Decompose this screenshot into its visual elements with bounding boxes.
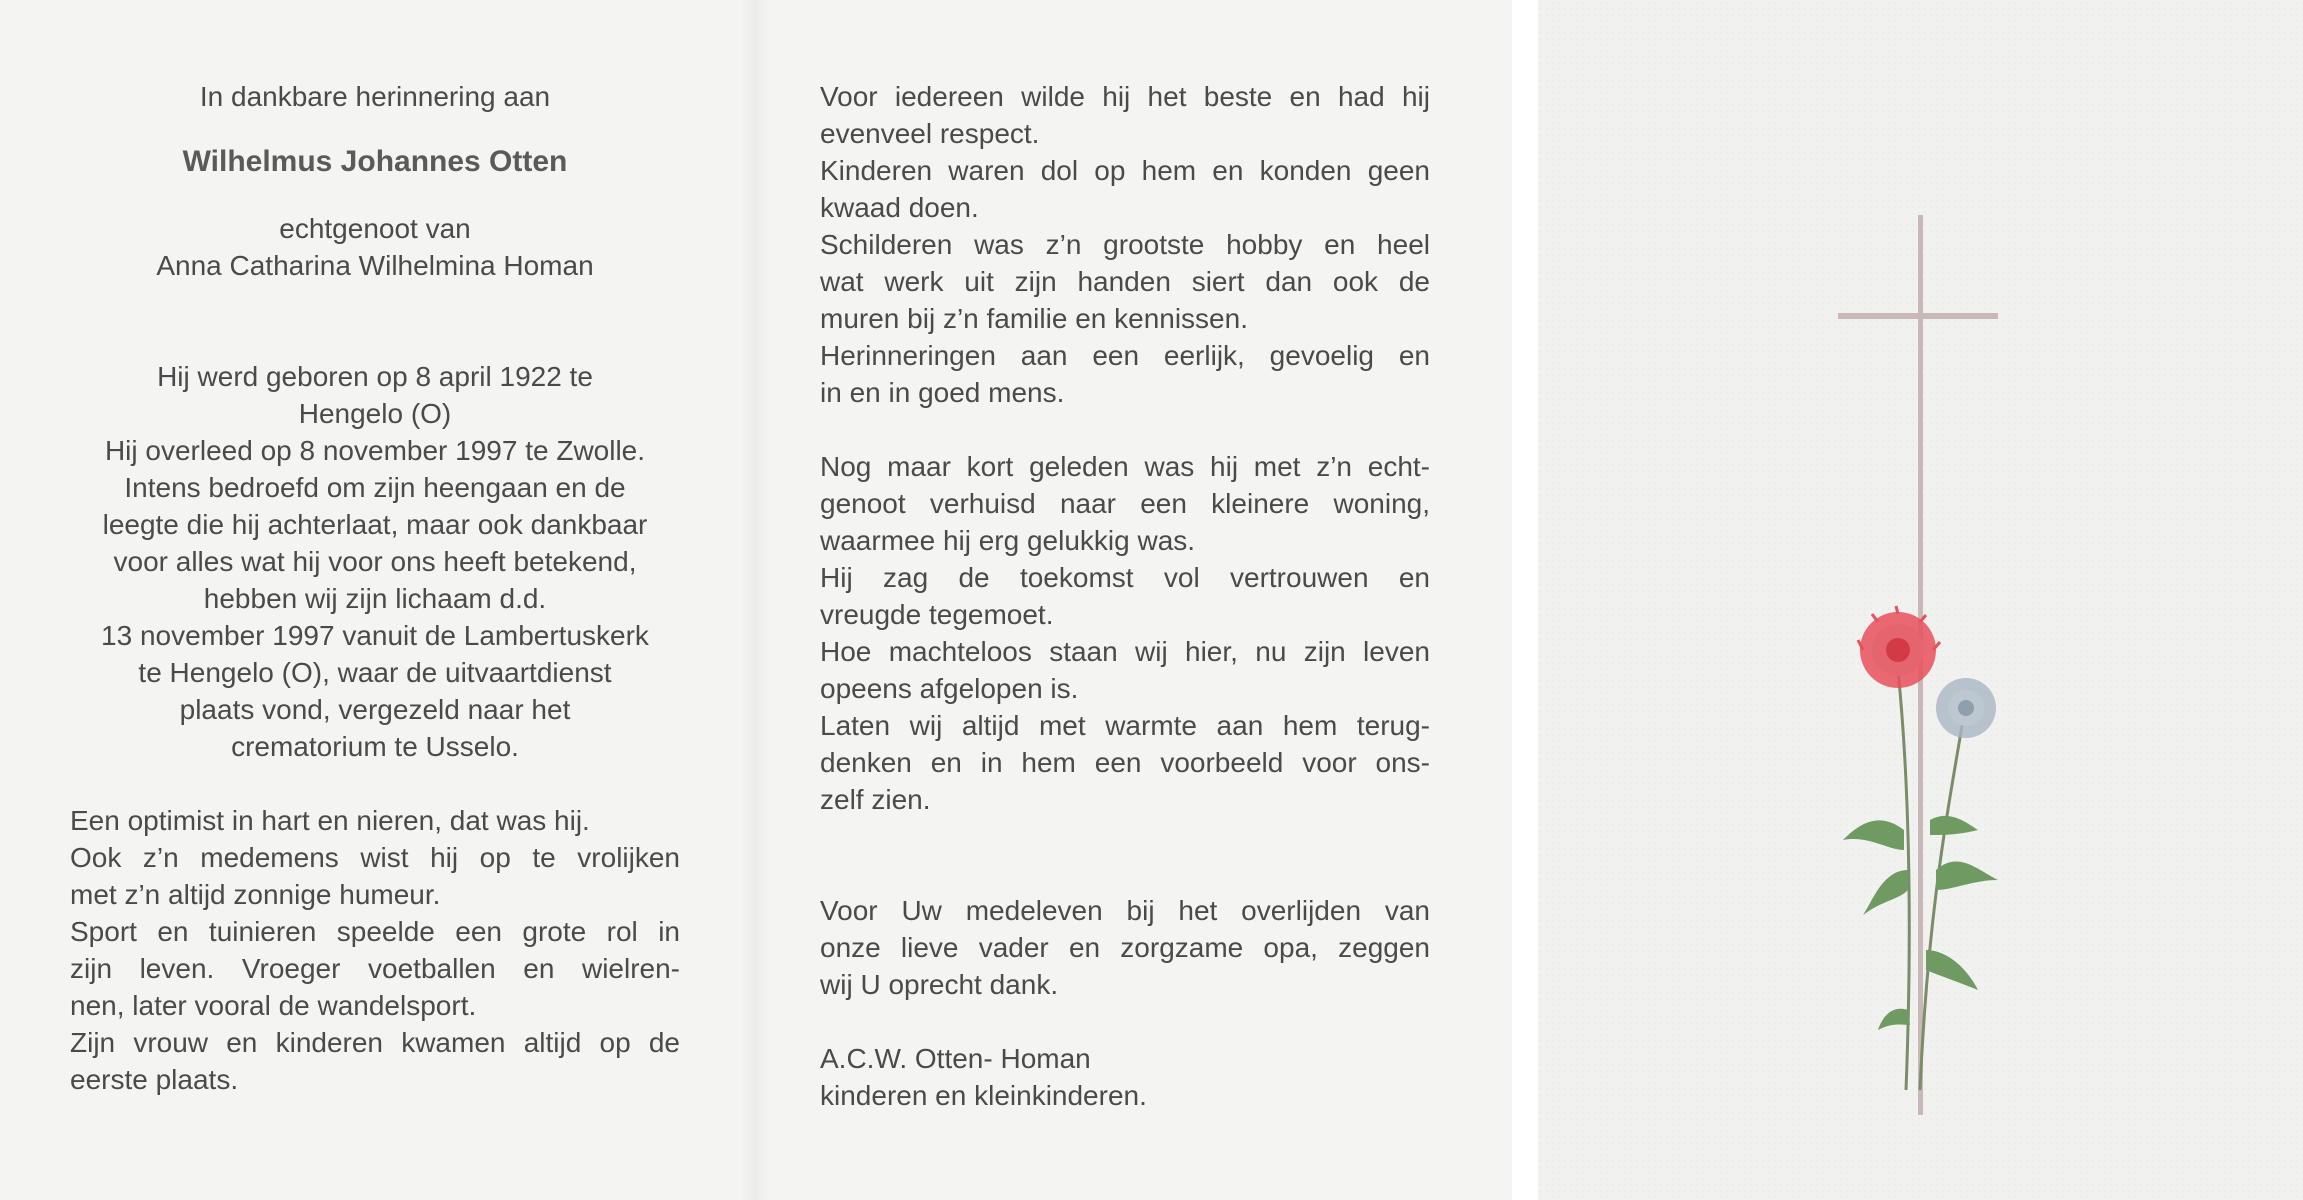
paragraph-line: waarmee hij erg gelukkig was. xyxy=(820,525,1196,556)
paragraph-line: Nog maar kort geleden was hij met z’n echt- xyxy=(820,451,1430,482)
paragraph-line: genoot verhuisd naar een kleinere woning, xyxy=(820,488,1430,519)
bio-block xyxy=(70,358,680,765)
paragraph-line: wij U oprecht dank. xyxy=(820,969,1059,1000)
paragraph-line: zijn leven. Vroeger voetballen en wielren- xyxy=(70,953,680,984)
paragraph-line: Laten wij altijd met warmte aan hem terug- xyxy=(820,710,1430,741)
bio-line: hebben wij zijn lichaam d.d. xyxy=(203,583,547,614)
bio-line: voor alles wat hij voor ons heeft betekend, xyxy=(113,546,637,577)
paragraph-line: denken en in hem een voorbeeld voor ons- xyxy=(820,747,1430,778)
bio-line: Hengelo (O) xyxy=(298,398,452,429)
paragraph-line: onze lieve vader en zorgzame opa, zeggen xyxy=(820,932,1430,963)
paragraph-line: Hoe machteloos staan wij hier, nu zijn leven xyxy=(820,636,1430,667)
memorial-heading: In dankbare herinnering aan xyxy=(199,81,551,112)
paragraph-line: vreugde tegemoet. xyxy=(820,599,1054,630)
bio-line: crematorium te Usselo. xyxy=(231,731,519,762)
signature-line: A.C.W. Otten- Homan xyxy=(820,1043,1091,1074)
signature-line: kinderen en kleinkinderen. xyxy=(820,1080,1147,1111)
paragraph-line: wat werk uit zijn handen siert dan ook de xyxy=(820,266,1430,297)
thanks-paragraph xyxy=(820,892,1430,1003)
paragraph-line: Zijn vrouw en kinderen kwamen altijd op de xyxy=(70,1027,680,1058)
bio-line: leegte die hij achterlaat, maar ook dankbaar xyxy=(102,509,648,540)
cross-horizontal-beam xyxy=(1838,313,1998,319)
bio-line: Hij werd geboren op 8 april 1922 te xyxy=(157,361,593,392)
paragraph-line: Sport en tuinieren speelde een grote rol in xyxy=(70,916,680,947)
paragraph-line: Een optimist in hart en nieren, dat was hij. xyxy=(70,805,590,836)
paragraph-line: opeens afgelopen is. xyxy=(820,673,1079,704)
card-gap xyxy=(1512,0,1538,1200)
character-paragraph xyxy=(70,802,680,1098)
red-flower xyxy=(1858,606,1940,688)
recent-paragraph xyxy=(820,448,1430,818)
paragraph-line: Herinneringen aan een eerlijk, gevoelig en xyxy=(820,340,1430,371)
left-column xyxy=(70,78,680,1098)
paragraph-line: Voor Uw medeleven bij het overlijden van xyxy=(820,895,1430,926)
paragraph-line: Ook z’n medemens wist hij op te vrolijken xyxy=(70,842,680,873)
blue-flower xyxy=(1936,678,1996,738)
paragraph-line: Kinderen waren dol op hem en konden geen xyxy=(820,155,1430,186)
paragraph-line: kwaad doen. xyxy=(820,192,979,223)
paragraph-line: Voor iedereen wilde hij het beste en had hij xyxy=(820,81,1430,112)
paragraph-line: in en in goed mens. xyxy=(820,377,1065,408)
bio-line: Intens bedroefd om zijn heengaan en de xyxy=(124,472,626,503)
bio-line: te Hengelo (O), waar de uitvaartdienst xyxy=(138,657,612,688)
spouse-name: Anna Catharina Wilhelmina Homan xyxy=(156,250,594,281)
paragraph-line: nen, later vooral de wandelsport. xyxy=(70,990,477,1021)
cross-with-flowers-icon xyxy=(1838,210,2018,1120)
paragraph-line: met z’n altijd zonnige humeur. xyxy=(70,879,441,910)
bio-line: Hij overleed op 8 november 1997 te Zwolle. xyxy=(104,435,646,466)
spouse-intro: echtgenoot van xyxy=(279,213,471,244)
signature xyxy=(820,1040,1430,1114)
paragraph-line: muren bij z’n familie en kennissen. xyxy=(820,303,1248,334)
middle-column xyxy=(820,78,1430,1114)
hobby-paragraph xyxy=(820,78,1430,411)
paragraph-line: evenveel respect. xyxy=(820,118,1040,149)
paragraph-line: eerste plaats. xyxy=(70,1064,239,1095)
paragraph-line: Schilderen was z’n grootste hobby en heel xyxy=(820,229,1430,260)
bio-line: plaats vond, vergezeld naar het xyxy=(179,694,571,725)
deceased-name: Wilhelmus Johannes Otten xyxy=(182,145,568,178)
paragraph-line: Hij zag de toekomst vol vertrouwen en xyxy=(820,562,1430,593)
bio-line: 13 november 1997 vanuit de Lambertuskerk xyxy=(101,620,649,651)
paragraph-line: zelf zien. xyxy=(820,784,931,815)
fold-line xyxy=(740,0,770,1200)
